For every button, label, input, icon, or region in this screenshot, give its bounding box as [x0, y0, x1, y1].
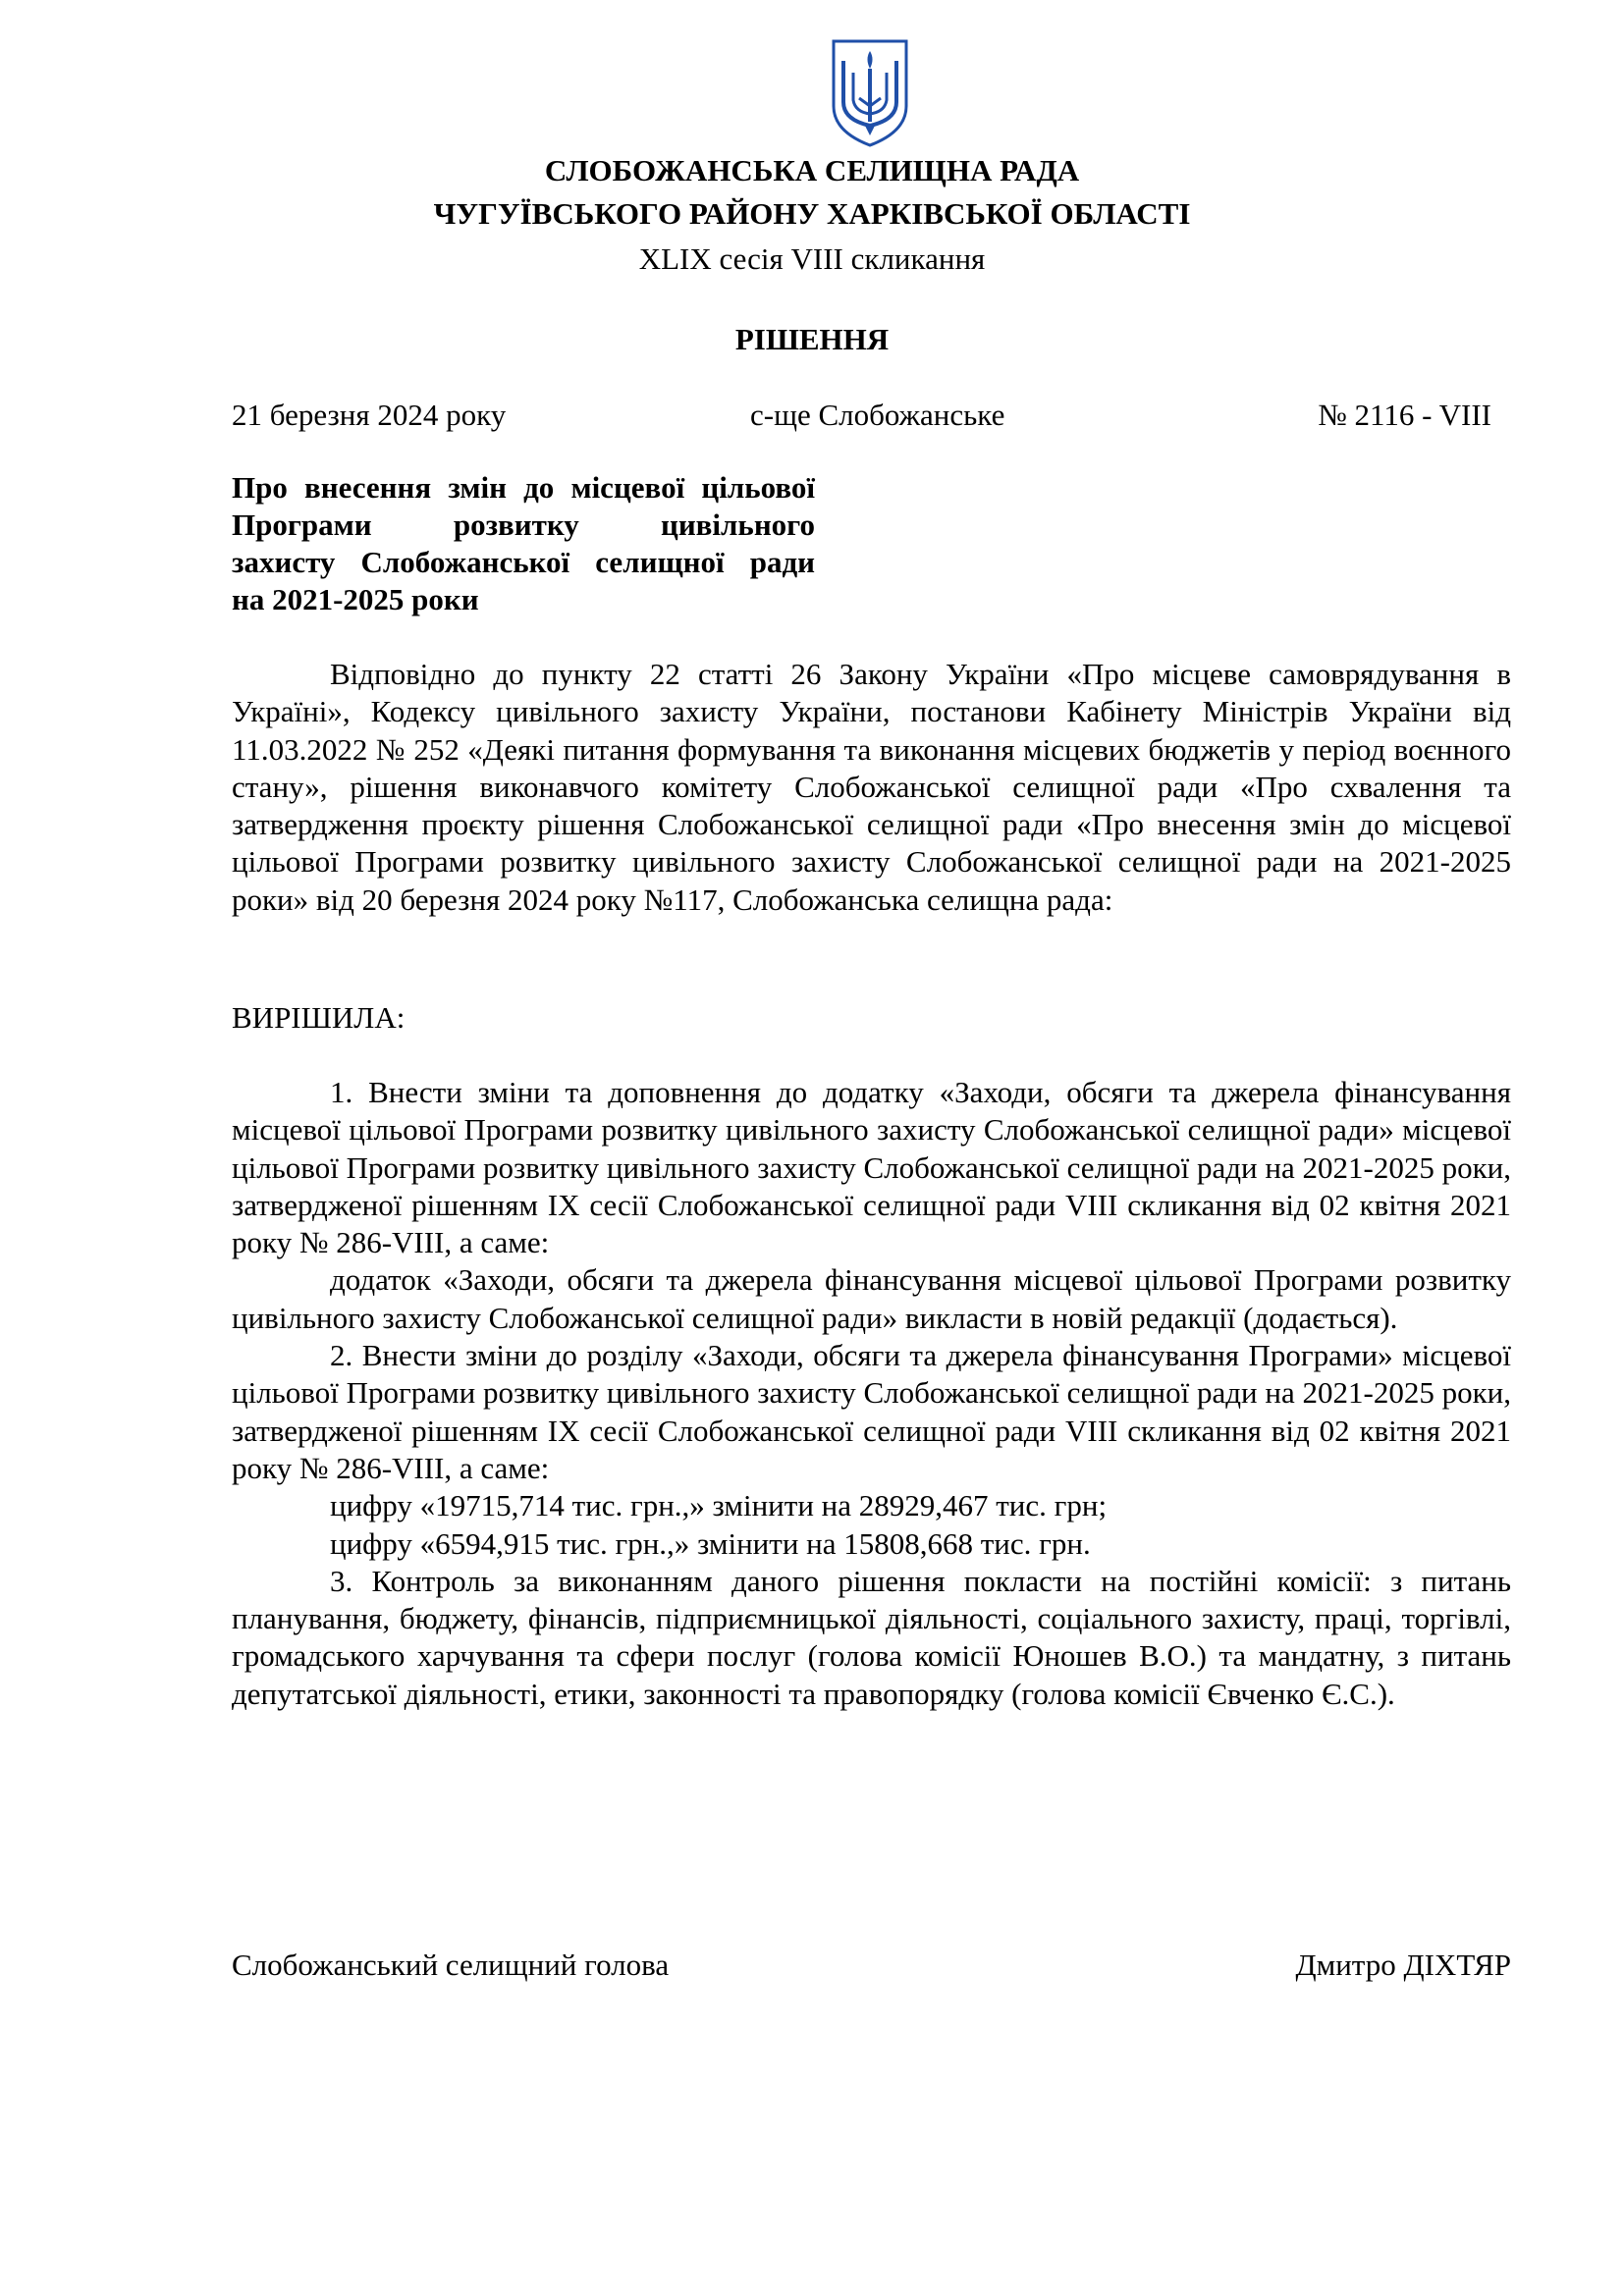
resolved-label: ВИРІШИЛА:	[232, 1000, 406, 1035]
decision-item: 1. Внести зміни та доповнення до додатку «Заходи, обсяги та джерела фінансування місцевої цільової Програми розвитку цивільного захисту Слобожанської селищної ради» місцевої цільової Програми розвитку цивільного захисту Слобожанської селищної ради на 2021-2025 роки, затвердженої рішенням IX сесії Слобожанської селищної ради VIII скликання від 02 квітня 2021 року № 286-VIII, а саме:	[232, 1075, 1511, 1260]
trident-coat-of-arms-icon	[830, 37, 910, 149]
district-name: ЧУГУЇВСЬКОГО РАЙОНУ ХАРКІВСЬКОЇ ОБЛАСТІ	[433, 196, 1191, 231]
resolved-section	[232, 999, 1511, 1037]
preamble-section	[232, 656, 1511, 919]
subject-line: Про внесення змін до місцевої цільової	[232, 470, 815, 505]
decision-item: додаток «Заходи, обсяги та джерела фінансування місцевої цільової Програми розвитку цивільного захисту Слобожанської селищної ради» викласти в новій редакції (додається).	[232, 1262, 1511, 1335]
signatory-position: Слобожанський селищний голова	[232, 1948, 670, 1982]
session-line: XLIX сесія VIII скликання	[638, 241, 986, 276]
subject-line: захисту Слобожанської селищної ради	[232, 545, 815, 579]
decision-item: 3. Контроль за виконанням даного рішення покласти на постійні комісії: з питань планування, бюджету, фінансів, підприємницької діяльності, соціального захисту, праці, торгівлі, громадського харчування та сфери послуг (голова комісії Юношев В.О.) та мандатну, з питань депутатської діяльності, етики, законності та правопорядку (голова комісії Євченко Є.С.).	[232, 1563, 1511, 1711]
decision-subject	[232, 469, 815, 618]
decision-items	[232, 1074, 1511, 1713]
document-number: № 2116 - VIII	[1318, 398, 1491, 432]
preamble-paragraph: Відповідно до пункту 22 статті 26 Закону України «Про місцеве самоврядування в Україні», Кодексу цивільного захисту України, постанови Кабінету Міністрів України від 11.03.2022 № 252 «Деякі питання формування та виконання місцевих бюджетів у період воєнного стану», рішення виконавчого комітету Слобожанської селищної ради «Про схвалення та затвердження проєкту рішення Слобожанської селищної ради «Про внесення змін до місцевої цільової Програми розвитку цивільного захисту Слобожанської селищної ради на 2021-2025 роки» від 20 березня 2024 року №117, Слобожанська селищна рада:	[232, 657, 1511, 917]
decision-item: цифру «6594,915 тис. грн.,» змінити на 15808,668 тис. грн.	[330, 1525, 1091, 1561]
signatory-name: Дмитро ДІХТЯР	[1295, 1948, 1511, 1982]
signature-block	[232, 1946, 1511, 1985]
document-date: 21 березня 2024 року	[232, 398, 507, 432]
document-meta	[232, 396, 1491, 435]
document-type: РІШЕННЯ	[734, 322, 890, 356]
subject-line: Програми розвитку цивільного	[232, 507, 815, 542]
decision-item: цифру «19715,714 тис. грн.,» змінити на 28929,467 тис. грн;	[330, 1488, 1108, 1523]
document-place: с-ще Слобожанське	[750, 398, 1005, 432]
subject-line: на 2021-2025 роки	[232, 582, 479, 616]
council-name: СЛОБОЖАНСЬКА СЕЛИЩНА РАДА	[544, 153, 1080, 187]
decision-item: 2. Внести зміни до розділу «Заходи, обсяги та джерела фінансування Програми» місцевої цільової Програми розвитку цивільного захисту Слобожанської селищної ради на 2021-2025 роки, затвердженої рішенням IX сесії Слобожанської селищної ради VIII скликання від 02 квітня 2021 року № 286-VIII, а саме:	[232, 1338, 1511, 1485]
